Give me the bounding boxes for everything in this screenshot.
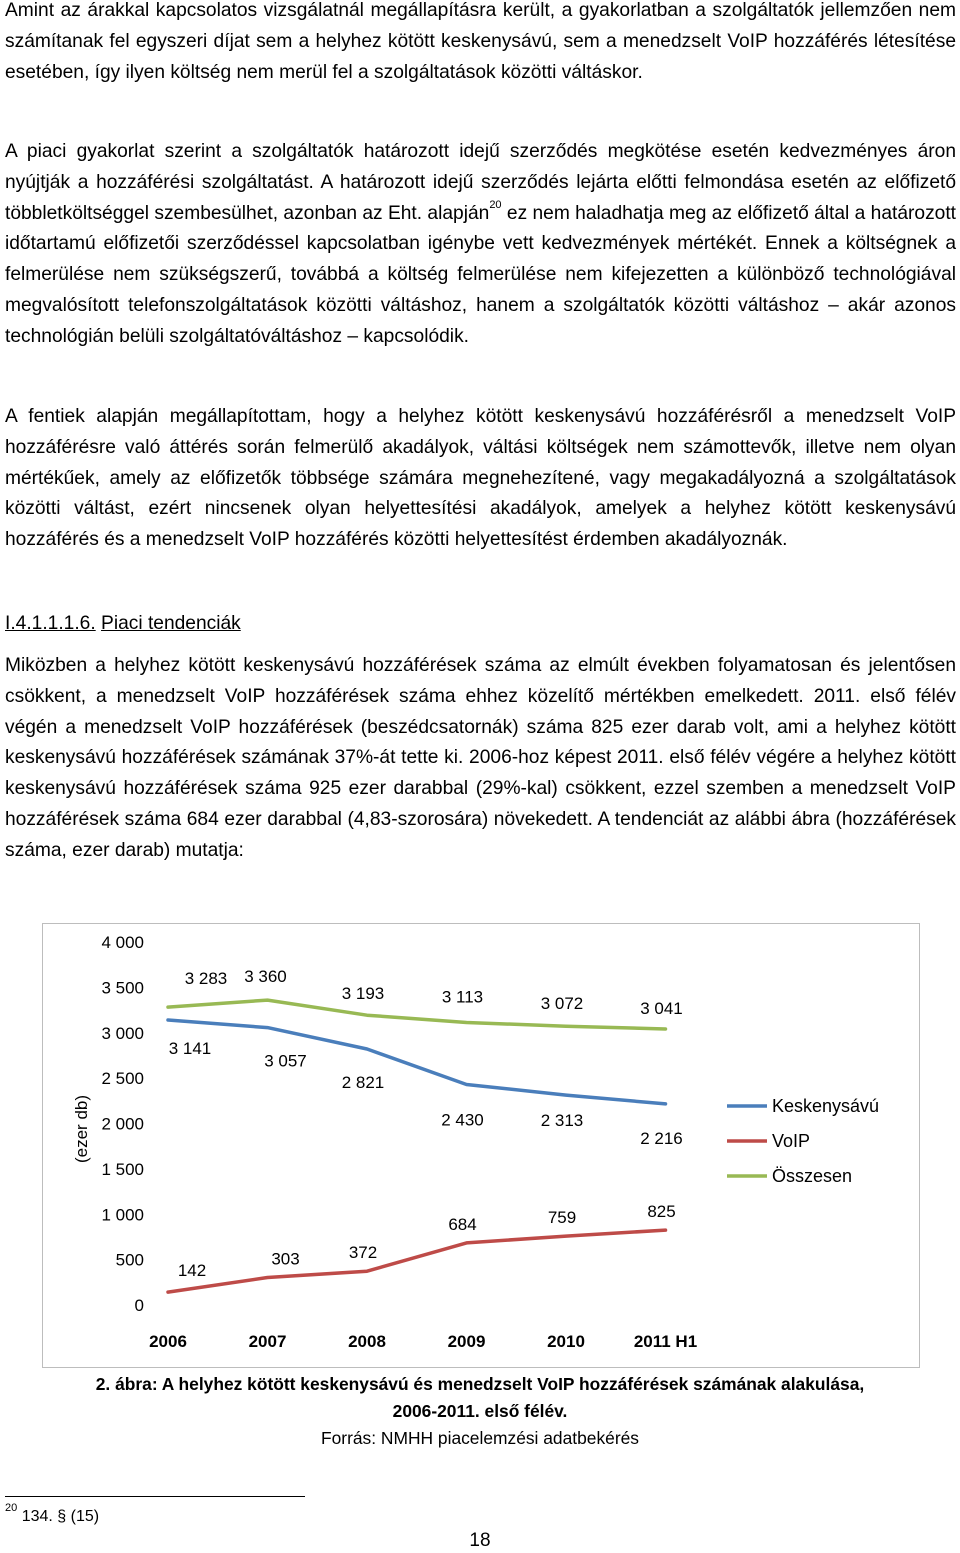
- legend-label: Összesen: [772, 1166, 853, 1186]
- line-keskenysavu: [168, 1020, 666, 1104]
- data-label: 3 041: [640, 999, 683, 1019]
- section-number: I.4.1.1.1.6.: [5, 613, 96, 634]
- x-tick-label: 2006: [149, 1332, 187, 1351]
- figure-caption-line1: 2. ábra: A helyhez kötött keskenysávú és menedzselt VoIP hozzáférések számának alakulása,: [95, 1374, 865, 1394]
- paragraph-intro: Amint az árakkal kapcsolatos vizsgálatnál megállapításra került, a gyakorlatban a szolgáltatók jellemzően nem számítanak fel egyszeri díjat sem a helyhez kötött keskenysávú, sem a menedzselt VoIP hozzáférés létesítése esetében, így ilyen költség nem merül fel a szolgáltatások közötti váltáskor.: [5, 0, 956, 83]
- line-voip: [168, 1230, 666, 1292]
- data-label: 759: [547, 1208, 577, 1228]
- page-number: 18: [469, 1530, 491, 1551]
- paragraph-contract-part2: ez nem haladhatja meg az előfizető által a határozott időtartamú előfizetői szerződéssel kapcsolatban igénybe vett kedvezmények mértékét. Ennek a költségnek a felmerülése nem szükségszerű, továbbá a költség felmerülése nem kifejezetten a különböző technológiával megvalósított telefonszolgáltatások közötti váltáshoz, hanem a szolgáltatók közötti váltáshoz – akár azonos technológián belüli szolgáltatóváltáshoz – kapcsolódik.: [5, 202, 956, 347]
- y-tick-label: 2 000: [101, 1114, 144, 1134]
- legend-label: Keskenysávú: [772, 1096, 880, 1116]
- paragraph-contract-part1: A piaci gyakorlat szerint a szolgáltatók határozott idejű szerződés megkötése esetén kedvezményes áron nyújtják a hozzáférési szolgáltatást. A határozott idejű szerződés lejárta előtti felmondása esetén az előfizető többletköltséggel szembesülhet, azonban az Eht. alapján: [5, 141, 956, 224]
- x-tick-label: 2007: [248, 1332, 287, 1351]
- data-label: 2 821: [341, 1072, 385, 1092]
- data-label: 142: [177, 1261, 207, 1281]
- data-label: 2 313: [540, 1111, 584, 1131]
- data-label: 3 113: [441, 987, 484, 1007]
- data-label: 3 193: [341, 984, 385, 1004]
- y-tick-label: 2 500: [101, 1069, 144, 1089]
- data-label: 3 141: [168, 1038, 212, 1058]
- figure-caption-line2: 2006-2011. első félév.: [392, 1401, 568, 1421]
- data-label: 825: [647, 1202, 676, 1222]
- x-tick-label: 2011 H1: [633, 1332, 698, 1351]
- x-tick-label: 2008: [348, 1332, 386, 1351]
- section-title: Piaci tendenciák: [101, 613, 241, 634]
- data-label: 2 430: [441, 1110, 484, 1130]
- data-label: 3 283: [184, 969, 228, 989]
- y-tick-label: 3 500: [101, 978, 144, 998]
- y-axis-title: (ezer db): [72, 1094, 91, 1164]
- chart-frame: [42, 923, 920, 1368]
- y-tick-label: 1 000: [101, 1205, 144, 1225]
- y-tick-label: 4 000: [101, 933, 144, 952]
- figure-source: Forrás: NMHH piacelemzési adatbekérés: [321, 1428, 639, 1448]
- x-tick-label: 2010: [547, 1332, 585, 1351]
- y-tick-label: 500: [115, 1250, 144, 1270]
- data-label: 3 072: [540, 994, 584, 1014]
- data-label: 2 216: [640, 1128, 683, 1148]
- data-label: 684: [448, 1214, 477, 1234]
- x-tick-label: 2009: [447, 1332, 486, 1351]
- paragraph-contract: [5, 137, 956, 353]
- footnote-divider: [5, 1496, 305, 1497]
- line-chart: [43, 924, 919, 1367]
- paragraph-tendencies: Miközben a helyhez kötött keskenysávú hozzáférések száma az elmúlt években folyamatosan és jelentősen csökkent, a menedzselt VoIP hozzáférések száma ehhez közelítő mértékben emelkedett. 2011. első félév végén a menedzselt VoIP hozzáférések (beszédcsatornák) száma 825 ezer darab volt, ami a helyhez kötött keskenysávú hozzáférések számának 37%-át tette ki. 2006-hoz képest 2011. első félév végére a helyhez kötött keskenysávú hozzáférések száma 925 ezer darabbal (29%-kal) csökkent, ezzel szemben a menedzselt VoIP hozzáférések száma 684 ezer darabbal (4,83-szorosára) növekedett. A tendenciát az alábbi ábra (hozzáférések száma, ezer darab) mutatja:: [5, 655, 956, 861]
- data-label: 303: [271, 1249, 300, 1269]
- data-label: 3 057: [264, 1051, 307, 1071]
- footnote-text: 134. § (15): [21, 1508, 100, 1525]
- section-heading: [5, 610, 241, 638]
- footnote-reference: 20: [489, 199, 502, 212]
- paragraph-conclusion: A fentiek alapján megállapítottam, hogy a helyhez kötött keskenysávú hozzáférésről a menedzselt VoIP hozzáférésre való áttérés során felmerülő akadályok, váltási költségek nem számottevők, illetve nem olyan mértékűek, amely az előfizetők többsége számára megnehezítené, vagy megakadályozná a szolgáltatások közötti váltást, ezért nincsenek olyan helyettesítési akadályok, amelyek a helyhez kötött keskenysávú hozzáférés és a menedzselt VoIP hozzáférés közötti helyettesítést érdemben akadályoznák.: [5, 406, 956, 551]
- data-label: 3 360: [244, 967, 287, 987]
- legend-label: VoIP: [772, 1131, 811, 1151]
- y-tick-label: 3 000: [101, 1023, 144, 1043]
- footnote: [5, 1501, 100, 1526]
- y-tick-label: 1 500: [101, 1159, 144, 1179]
- data-label: 372: [348, 1243, 378, 1263]
- footnote-number: 20: [5, 1501, 18, 1514]
- y-tick-label: 0: [134, 1296, 144, 1315]
